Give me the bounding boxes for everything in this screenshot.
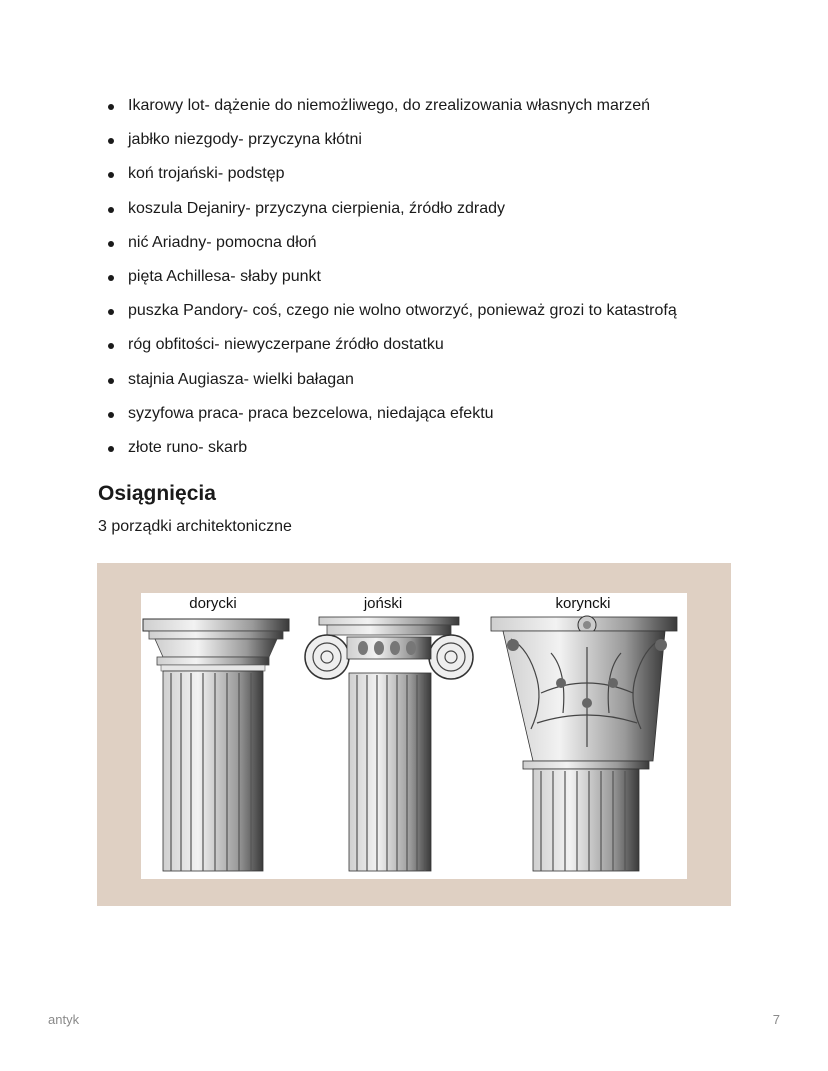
bullet-icon: [108, 378, 114, 384]
list-item-text: pięta Achillesa- słaby punkt: [128, 267, 321, 285]
list-item: [98, 370, 738, 404]
list-item-text: nić Ariadny- pomocna dłoń: [128, 233, 317, 251]
list-item: [98, 267, 738, 301]
doric-column-icon: [143, 619, 289, 871]
ionic-label: joński: [363, 595, 403, 612]
list-item: [98, 96, 738, 130]
page-number: 7: [772, 1012, 780, 1027]
list-item: [98, 199, 738, 233]
bullet-icon: [108, 446, 114, 452]
idiom-list: [98, 96, 738, 472]
list-item-text: puszka Pandory- coś, czego nie wolno otworzyć, ponieważ grozi to katastrofą: [128, 302, 677, 320]
bullet-icon: [108, 412, 114, 418]
list-item: [98, 404, 738, 438]
list-item: [98, 438, 738, 472]
bullet-icon: [108, 309, 114, 315]
ionic-column-icon: [305, 617, 473, 871]
list-item: [98, 233, 738, 267]
bullet-icon: [108, 241, 114, 247]
column-orders-image: [141, 593, 687, 879]
list-item-text: koszula Dejaniry- przyczyna cierpienia, źródło zdrady: [128, 199, 506, 217]
bullet-icon: [108, 172, 114, 178]
bullet-icon: [108, 343, 114, 349]
list-item-text: syzyfowa praca- praca bezcelowa, niedająca efektu: [128, 404, 494, 422]
list-item-text: róg obfitości- niewyczerpane źródło dostatku: [128, 336, 444, 354]
list-item-text: stajnia Augiasza- wielki bałagan: [128, 370, 354, 388]
bullet-icon: [108, 275, 114, 281]
footer-section-name: antyk: [48, 1012, 80, 1027]
bullet-icon: [108, 104, 114, 110]
corinthian-label: koryncki: [555, 595, 611, 612]
list-item: [98, 301, 738, 335]
doric-label: dorycki: [189, 595, 237, 612]
list-item: [98, 130, 738, 164]
list-item-text: Ikarowy lot- dążenie do niemożliwego, do zrealizowania własnych marzeń: [128, 97, 651, 114]
column-orders-figure: [97, 563, 731, 906]
section-heading: Osiągnięcia: [98, 482, 216, 505]
list-item-text: jabłko niezgody- przyczyna kłótni: [128, 131, 362, 149]
section-subtext: 3 porządki architektoniczne: [98, 518, 292, 535]
bullet-icon: [108, 207, 114, 213]
list-item-text: złote runo- skarb: [128, 438, 248, 456]
list-item: [98, 164, 738, 198]
columns-illustration: [141, 593, 687, 879]
list-item-text: koń trojański- podstęp: [128, 165, 285, 183]
list-item: [98, 335, 738, 369]
bullet-icon: [108, 138, 114, 144]
corinthian-column-icon: [491, 616, 677, 871]
